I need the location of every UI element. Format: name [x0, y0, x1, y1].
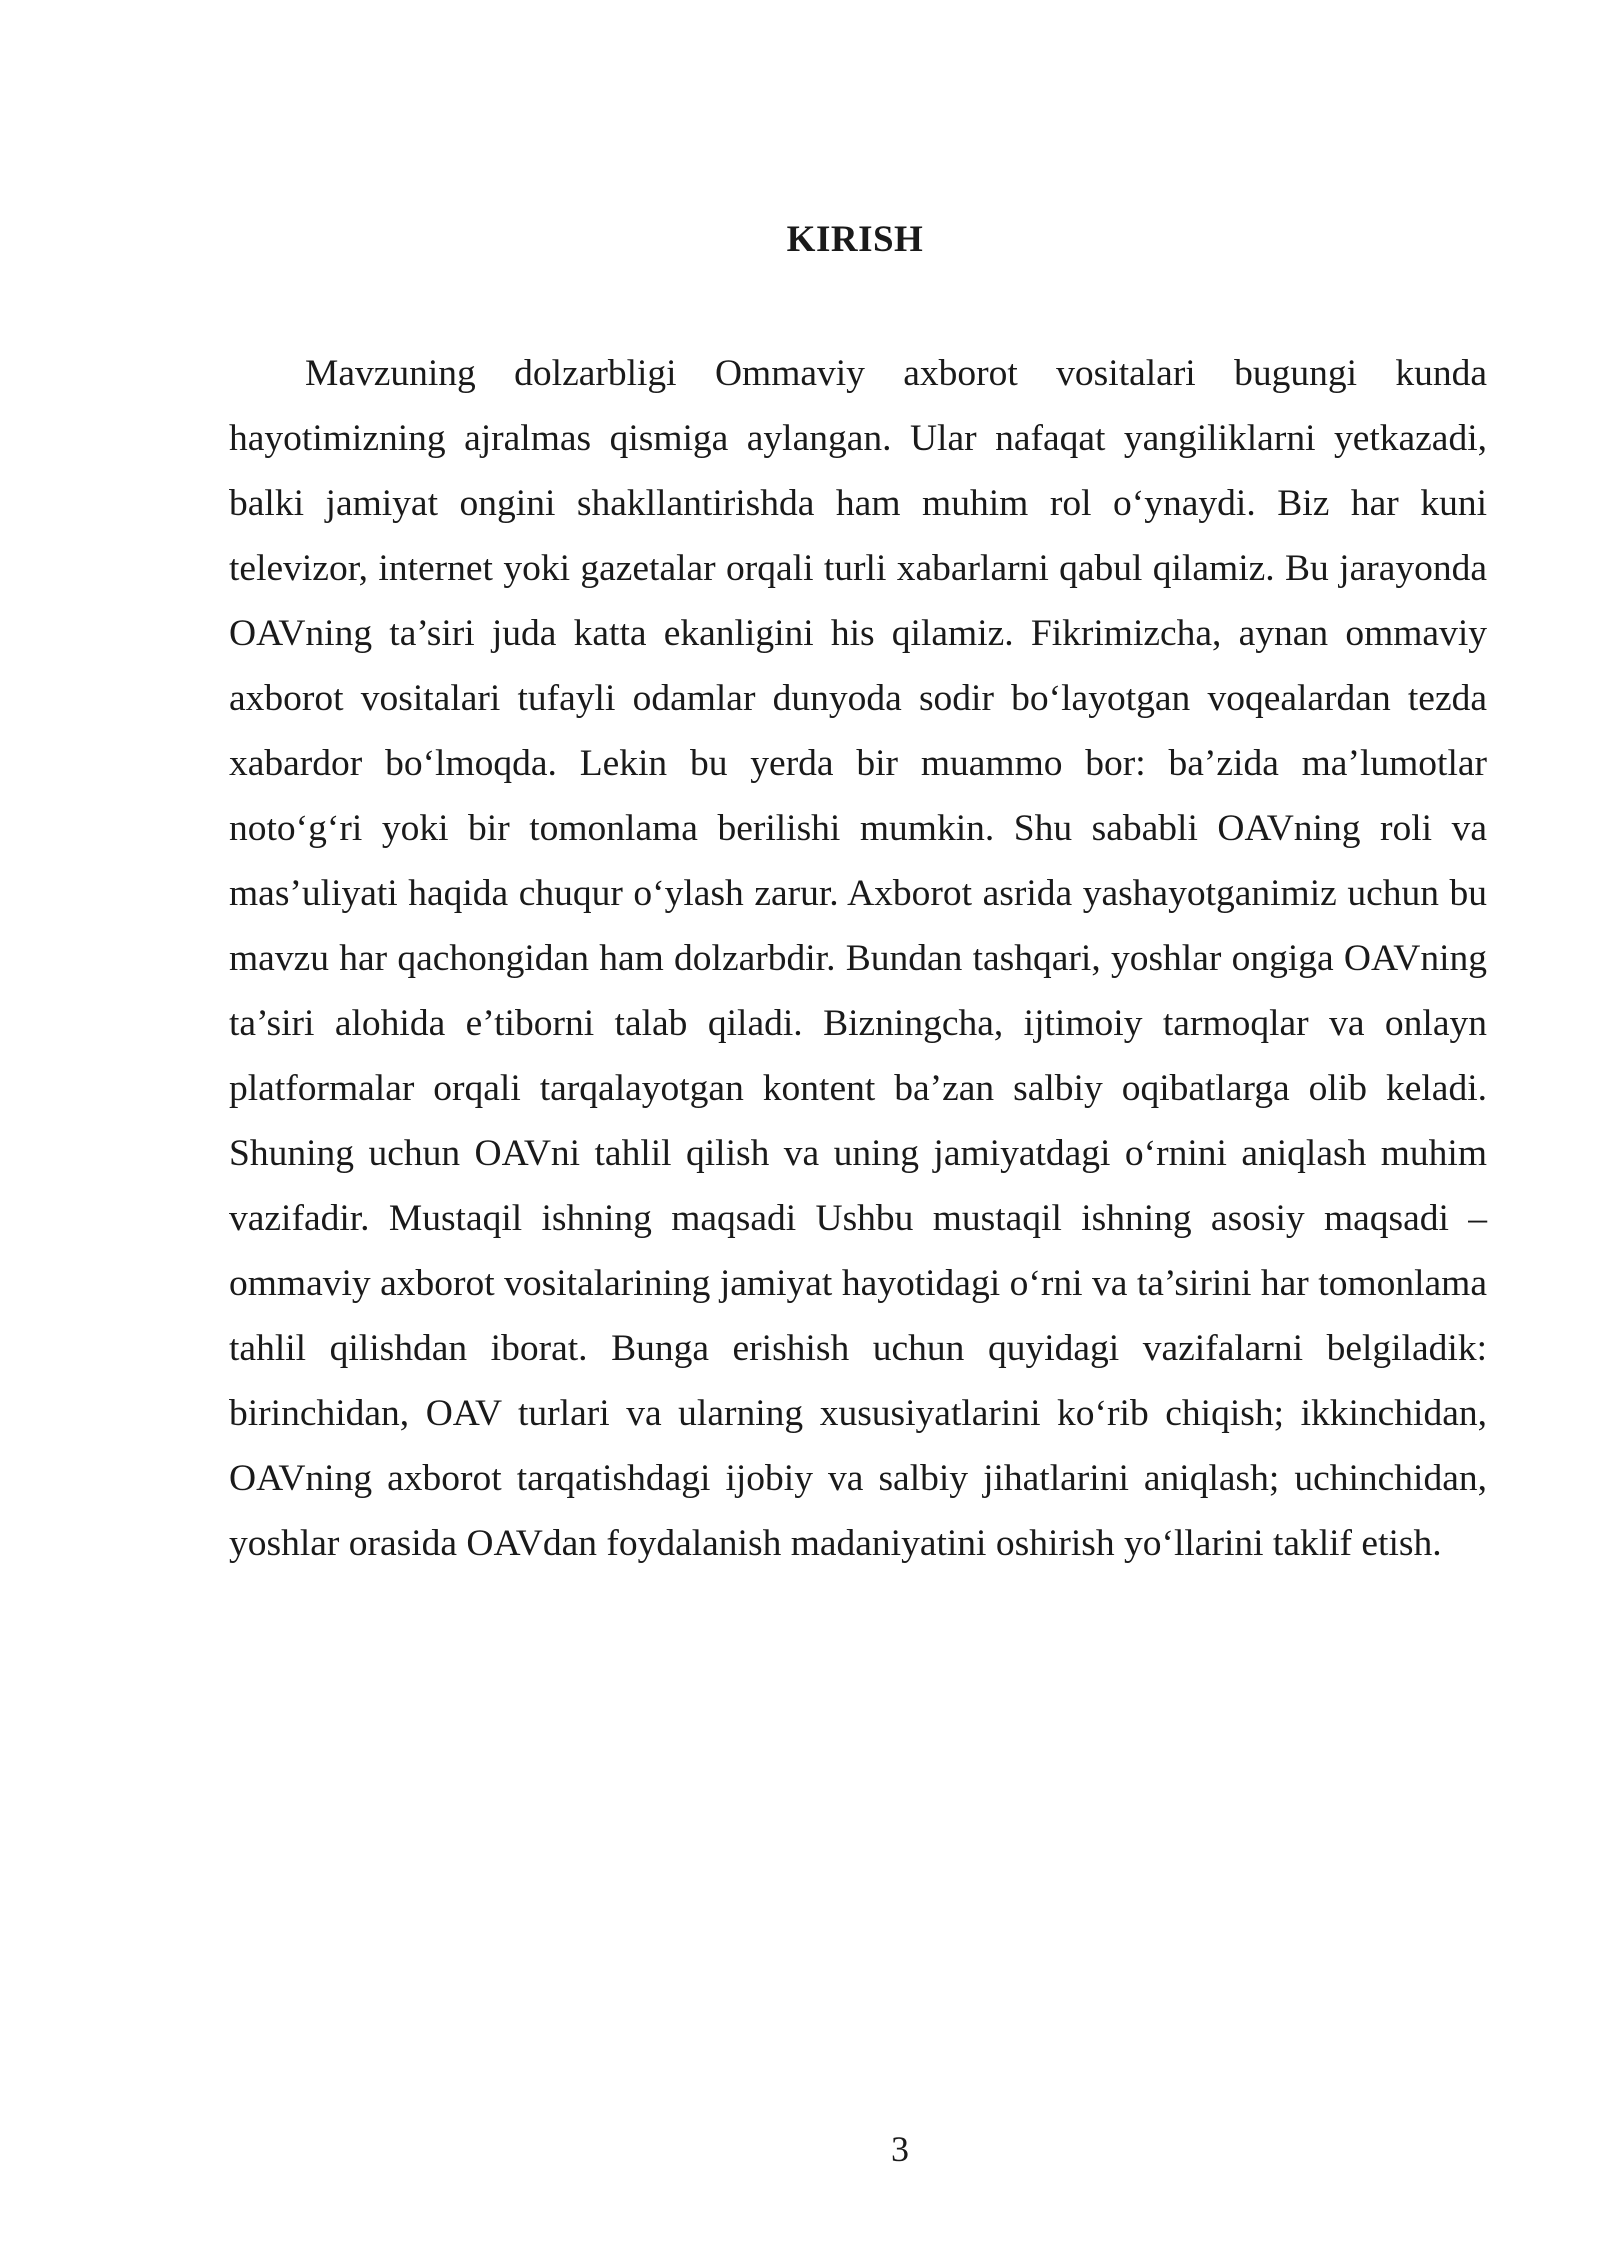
section-title: KIRISH [786, 219, 924, 260]
page-number: 3 [891, 2129, 909, 2169]
body-paragraph: Mavzuning dolzarbligi Ommaviy axborot vositalari bugungi kunda hayotimizning ajralmas qismiga aylangan. Ular nafaqat yangiliklarni yetkazadi, balki jamiyat ongini shakllantirishda ham muhim rol o‘ynaydi. Biz har kuni televizor, internet yoki gazetalar orqali turli xabarlarni qabul qilamiz. Bu jarayonda OAVning ta’siri juda katta ekanligini his qilamiz. Fikrimizcha, aynan ommaviy axborot vositalari tufayli odamlar dunyoda sodir bo‘layotgan voqealardan tezda xabardor bo‘lmoqda. Lekin bu yerda bir muammo bor: ba’zida ma’lumotlar noto‘g‘ri yoki bir tomonlama berilishi mumkin. Shu sababli OAVning roli va mas’uliyati haqida chuqur o‘ylash zarur. Axborot asrida yashayotganimiz uchun bu mavzu har qachongidan ham dolzarbdir. Bundan tashqari, yoshlar ongiga OAVning ta’siri alohida e’tiborni talab qiladi. Bizningcha, ijtimoiy tarmoqlar va onlayn platformalar orqali tarqalayotgan kontent ba’zan salbiy oqibatlarga olib keladi. Shuning uchun OAVni tahlil qilish va uning jamiyatdagi o‘rnini aniqlash muhim vazifadir. Mustaqil ishning maqsadi Ushbu mustaqil ishning asosiy maqsadi – ommaviy axborot vositalarining jamiyat hayotidagi o‘rni va ta’sirini har tomonlama tahlil qilishdan iborat. Bunga erishish uchun quyidagi vazifalarni belgiladik: birinchidan, OAV turlari va ularning xususiyatlarini ko‘rib chiqish; ikkinchidan, OAVning axborot tarqatishdagi ijobiy va salbiy jihatlarini aniqlash; uchinchidan, yoshlar orasida OAVdan foydalanish madaniyatini oshirish yo‘llarini taklif etish. [229, 353, 1487, 1564]
